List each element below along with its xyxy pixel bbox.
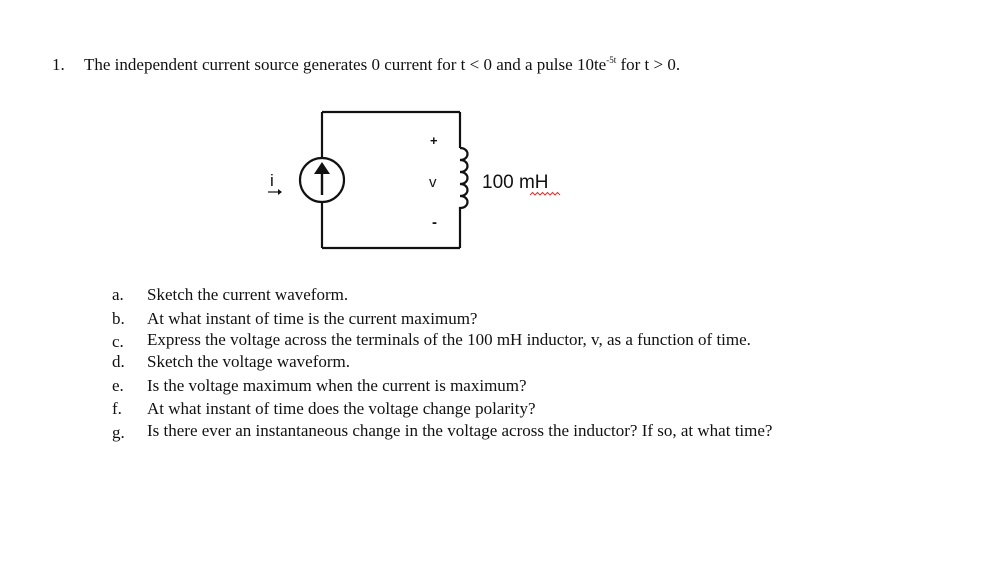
part-letter: d. [112, 352, 125, 371]
inductor-coil [460, 148, 468, 212]
part-letter: e. [112, 375, 124, 395]
source-current-label [268, 171, 282, 195]
plus-sign: + [430, 133, 438, 148]
question-number: 1. [52, 55, 65, 74]
voltage-label: v [429, 174, 437, 191]
part-d [112, 350, 847, 374]
part-a [112, 283, 847, 307]
circuit-diagram [250, 100, 630, 260]
part-letter: a. [112, 285, 124, 304]
part-text: At what instant of time is the current maximum? [147, 308, 478, 328]
question-statement [52, 55, 680, 75]
part-letter: g. [112, 422, 125, 442]
part-letter: c. [112, 332, 124, 351]
part-text: Sketch the voltage waveform. [147, 352, 350, 371]
part-text: Sketch the current waveform. [147, 285, 349, 304]
part-letter: b. [112, 308, 125, 328]
question-exponent: -5t [606, 55, 617, 65]
part-g [112, 421, 847, 441]
part-text: At what instant of time does the voltage change polarity? [147, 399, 536, 418]
question-parts-list [112, 283, 847, 441]
part-e [112, 374, 847, 398]
part-b [112, 307, 847, 331]
part-f [112, 397, 847, 421]
source-label-text: i [270, 171, 274, 190]
part-text: Is there ever an instantaneous change in the voltage across the inductor? If so, at what time? [147, 420, 773, 440]
part-letter: f. [112, 399, 122, 418]
part-text: Is the voltage maximum when the current is maximum? [147, 375, 527, 395]
inductor-value-label: 100 mH [482, 172, 549, 193]
part-text: Express the voltage across the terminals of the 100 mH inductor, v, as a function of time. [147, 330, 751, 349]
question-text-end: for t > 0. [616, 55, 681, 74]
minus-sign: - [432, 214, 437, 231]
current-source [300, 158, 344, 202]
part-c [112, 330, 847, 350]
question-text: The independent current source generates 0 current for t < 0 and a pulse 10te [84, 55, 607, 74]
